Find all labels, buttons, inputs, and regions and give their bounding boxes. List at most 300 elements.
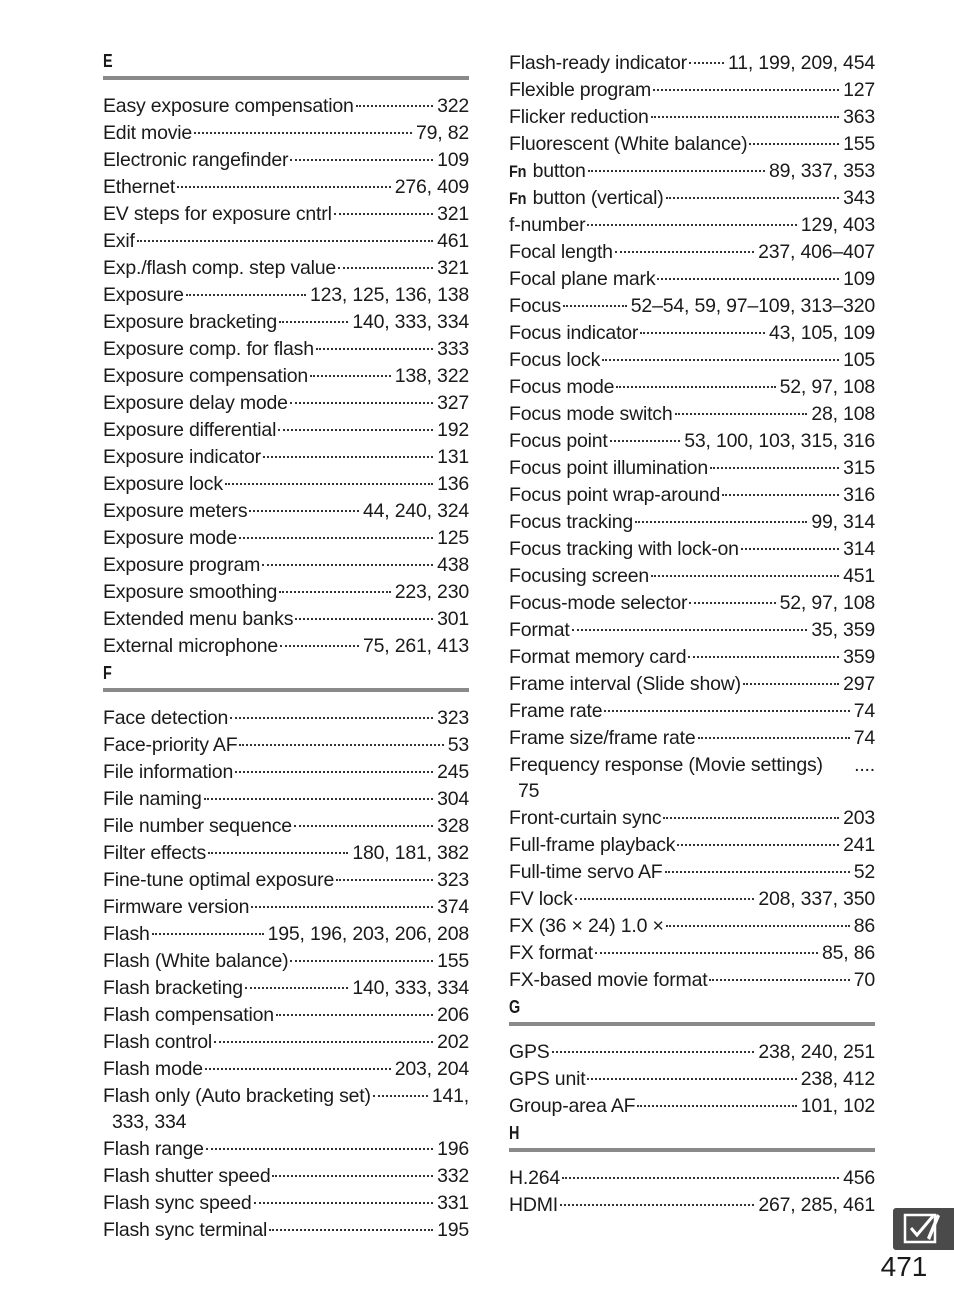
leader-dots	[587, 1078, 796, 1080]
leader-dots	[572, 629, 808, 631]
index-entry	[509, 455, 875, 482]
leader-dots	[663, 817, 839, 819]
index-entry	[509, 239, 875, 266]
entry-term: Extended menu banks	[103, 608, 294, 630]
entry-term: Flash sync terminal	[103, 1219, 268, 1241]
index-entry	[103, 228, 469, 255]
index-entry	[103, 786, 469, 813]
leader-dots	[278, 429, 433, 431]
index-entry	[103, 840, 469, 867]
leader-dots	[602, 359, 839, 361]
entry-pages: 322	[437, 95, 469, 117]
entry-pages: 109	[843, 268, 875, 290]
entry-pages: 316	[843, 484, 875, 506]
entry-term: H.264	[509, 1167, 561, 1189]
index-entry	[509, 725, 875, 752]
entry-term: FX-based movie format	[509, 969, 708, 991]
index-entry	[509, 698, 875, 725]
entry-pages: 52, 97, 108	[779, 592, 875, 614]
entry-term: Flash mode	[103, 1058, 203, 1080]
entry-pages: 53, 100, 103, 315, 316	[684, 430, 875, 452]
leader-dots	[666, 925, 850, 927]
leader-dots	[560, 1204, 754, 1206]
leader-dots	[675, 413, 808, 415]
entry-term: Face detection	[103, 707, 229, 729]
entry-term: Frame size/frame rate	[509, 727, 696, 749]
entry-term: Exposure meters	[103, 500, 248, 522]
index-entry	[509, 752, 875, 805]
index-entry	[509, 940, 875, 967]
index-entry	[103, 309, 469, 336]
entry-term: button (vertical)	[532, 187, 664, 209]
leader-dots	[610, 440, 681, 442]
entry-pages: 11, 199, 209, 454	[728, 52, 875, 74]
index-entry	[509, 1066, 875, 1093]
index-entry	[103, 174, 469, 201]
entry-term: Full-time servo AF	[509, 861, 663, 883]
index-entry	[509, 158, 875, 185]
entry-pages: 52	[853, 861, 875, 883]
section-heading-e	[103, 48, 469, 80]
entry-term: Edit movie	[103, 122, 193, 144]
entry-pages: 241	[843, 834, 875, 856]
leader-dots	[205, 1068, 391, 1070]
index-entry	[103, 336, 469, 363]
entry-term: Format	[509, 619, 570, 641]
entry-pages: 140, 333, 334	[352, 311, 469, 333]
index-entry	[103, 282, 469, 309]
leader-dots	[587, 224, 796, 226]
section-tab	[893, 1208, 954, 1250]
leader-dots	[749, 143, 839, 145]
leader-dots	[562, 1177, 839, 1179]
leader-dots	[635, 521, 807, 523]
entry-pages: 44, 240, 324	[362, 500, 469, 522]
entry-term: Flash only (Auto bracketing set)	[103, 1085, 371, 1107]
entry-pages: 332	[437, 1165, 469, 1187]
entry-term: Filter effects	[103, 842, 207, 864]
entry-term: Group-area AF	[509, 1095, 636, 1117]
index-entry	[103, 1056, 469, 1083]
index-entry	[103, 390, 469, 417]
leader-dots	[588, 170, 765, 172]
leader-dots	[666, 197, 839, 199]
entry-pages: 192	[437, 419, 469, 441]
entry-term: Flash (White balance)	[103, 950, 289, 972]
entry-pages: 237, 406–407	[758, 241, 875, 263]
entry-pages: 223, 230	[394, 581, 469, 603]
leader-dots	[722, 494, 839, 496]
index-entry	[103, 1083, 469, 1136]
leader-dots	[741, 548, 839, 550]
leader-dots	[665, 871, 850, 873]
index-entry	[509, 805, 875, 832]
index-entry	[103, 921, 469, 948]
entry-term: Focus point illumination	[509, 457, 708, 479]
index-entry	[103, 606, 469, 633]
entry-pages: 208, 337, 350	[758, 888, 875, 910]
entry-pages: 35, 359	[811, 619, 875, 641]
entry-term: Frequency response (Movie settings)	[509, 754, 823, 776]
entry-pages: 74	[853, 700, 875, 722]
entry-term: Flash sync speed	[103, 1192, 252, 1214]
leader-dots	[657, 278, 839, 280]
entry-term: Focus	[509, 295, 562, 317]
leader-dots	[225, 483, 433, 485]
leader-dots	[290, 402, 433, 404]
entry-term: Exposure indicator	[103, 446, 261, 468]
index-entry	[509, 590, 875, 617]
leader-dots	[295, 618, 433, 620]
entry-term: GPS	[509, 1041, 550, 1063]
leader-dots	[239, 537, 433, 539]
leader-dots	[677, 844, 839, 846]
index-entry	[103, 1029, 469, 1056]
leader-dots	[615, 251, 754, 253]
leader-dots	[651, 575, 839, 577]
entry-pages: 456	[843, 1167, 875, 1189]
pencil-check-icon	[893, 1208, 954, 1250]
entry-term: Exposure delay mode	[103, 392, 288, 414]
entry-pages: 131	[437, 446, 469, 468]
leader-dots	[294, 825, 433, 827]
leader-dots	[235, 771, 433, 773]
entry-term: External microphone	[103, 635, 279, 657]
entry-term: button	[532, 160, 586, 182]
entry-term: Focus tracking with lock-on	[509, 538, 739, 560]
leader-dots	[709, 979, 849, 981]
entry-pages: 99, 314	[811, 511, 875, 533]
leader-dots	[653, 89, 839, 91]
entry-pages: 74	[853, 727, 875, 749]
leader-dots	[152, 933, 264, 935]
entry-term: Focusing screen	[509, 565, 650, 587]
leader-dots	[214, 1041, 433, 1043]
index-entry	[103, 579, 469, 606]
entry-pages: 101, 102	[800, 1095, 875, 1117]
entry-term: FX format	[509, 942, 593, 964]
entry-term: Exposure lock	[103, 473, 223, 495]
entry-pages: 451	[843, 565, 875, 587]
index-entry	[103, 1136, 469, 1163]
index-entry	[509, 293, 875, 320]
index-entry	[103, 498, 469, 525]
entry-term: Focal length	[509, 241, 613, 263]
leader-dots	[206, 1148, 433, 1150]
leader-dots	[310, 375, 391, 377]
leader-dots	[269, 1229, 433, 1231]
entry-pages: 140, 333, 334	[352, 977, 469, 999]
entry-pages: 333	[437, 338, 469, 360]
leader-dots	[637, 1105, 796, 1107]
index-entry	[509, 320, 875, 347]
entry-pages: 123, 125, 136, 138	[309, 284, 469, 306]
entry-pages: 374	[437, 896, 469, 918]
entry-term: Focus mode switch	[509, 403, 673, 425]
entry-pages-continued: 75	[518, 780, 540, 802]
entry-term: Flash compensation	[103, 1004, 274, 1026]
index-entry	[509, 536, 875, 563]
index-entry	[103, 732, 469, 759]
index-entry	[103, 1002, 469, 1029]
entry-pages: 363	[843, 106, 875, 128]
index-entry	[509, 1192, 875, 1219]
index-entry	[103, 120, 469, 147]
entry-pages: 202	[437, 1031, 469, 1053]
leader-dots	[230, 717, 433, 719]
entry-pages: 321	[437, 257, 469, 279]
entry-pages: 86	[853, 915, 875, 937]
entry-pages: 155	[843, 133, 875, 155]
entry-pages: 314	[843, 538, 875, 560]
entry-pages: 43, 105, 109	[768, 322, 875, 344]
leader-dots	[316, 348, 433, 350]
entry-term: Exposure bracketing	[103, 311, 277, 333]
leader-dots	[279, 321, 348, 323]
entry-term: Focus tracking	[509, 511, 633, 533]
entry-pages: 297	[843, 673, 875, 695]
index-entry	[103, 705, 469, 732]
entry-term: HDMI	[509, 1194, 559, 1216]
entry-pages: 70	[853, 969, 875, 991]
leader-dots	[279, 591, 391, 593]
entry-term: FV lock	[509, 888, 573, 910]
leader-dots	[689, 602, 775, 604]
entry-term: Focal plane mark	[509, 268, 656, 290]
entry-term: Fine-tune optimal exposure	[103, 869, 335, 891]
index-entry	[103, 1163, 469, 1190]
index-entry	[509, 104, 875, 131]
entry-pages: 105	[843, 349, 875, 371]
entry-term: Fluorescent (White balance)	[509, 133, 748, 155]
entry-term: Focus point	[509, 430, 608, 452]
leader-dots	[194, 132, 412, 134]
entry-term: Format memory card	[509, 646, 687, 668]
entry-term: File naming	[103, 788, 202, 810]
entry-term: Flash bracketing	[103, 977, 243, 999]
index-entry	[103, 255, 469, 282]
entry-term: Firmware version	[103, 896, 250, 918]
entry-pages: 196	[437, 1138, 469, 1160]
index-entry	[103, 525, 469, 552]
index-entry	[509, 50, 875, 77]
index-entry	[103, 147, 469, 174]
entry-pages: 138, 322	[394, 365, 469, 387]
leader-dots	[336, 879, 433, 881]
entry-term: Electronic rangefinder	[103, 149, 289, 171]
leader-dots	[137, 240, 433, 242]
entry-pages: 238, 240, 251	[758, 1041, 875, 1063]
leader-dots	[249, 510, 359, 512]
leader-dots	[208, 852, 348, 854]
fn-label: Fn	[509, 162, 527, 181]
entry-term: GPS unit	[509, 1068, 586, 1090]
index-entry	[509, 671, 875, 698]
index-entry	[509, 131, 875, 158]
entry-term: Face-priority AF	[103, 734, 238, 756]
leader-dots	[373, 1095, 428, 1097]
entry-term: Exposure mode	[103, 527, 237, 549]
entry-pages: 206	[437, 1004, 469, 1026]
section-heading-f	[103, 660, 469, 692]
index-entry	[103, 813, 469, 840]
leader-dots	[263, 456, 433, 458]
entry-pages: 323	[437, 869, 469, 891]
leader-dots	[595, 952, 818, 954]
entry-term: Focus lock	[509, 349, 601, 371]
entry-term: Flash control	[103, 1031, 213, 1053]
index-entry	[509, 913, 875, 940]
entry-term: Flicker reduction	[509, 106, 649, 128]
entry-pages: 276, 409	[394, 176, 469, 198]
index-entry	[509, 212, 875, 239]
index-entry	[103, 417, 469, 444]
leader-dots	[743, 683, 839, 685]
index-entry	[103, 363, 469, 390]
entry-term: Frame rate	[509, 700, 603, 722]
entry-pages: 304	[437, 788, 469, 810]
entry-term: EV steps for exposure cntrl	[103, 203, 332, 225]
leader-dots	[251, 906, 433, 908]
index-entry	[509, 1165, 875, 1192]
entry-pages: 238, 412	[800, 1068, 875, 1090]
index-entry	[103, 93, 469, 120]
index-entry	[509, 644, 875, 671]
entry-term: File number sequence	[103, 815, 292, 837]
entry-term: Full-frame playback	[509, 834, 676, 856]
entry-pages: 323	[437, 707, 469, 729]
leader-dots	[563, 305, 627, 307]
entry-term: Flash-ready indicator	[509, 52, 687, 74]
index-entry	[103, 1217, 469, 1244]
entry-pages: 85, 86	[821, 942, 875, 964]
leader-dots	[575, 898, 755, 900]
index-entry	[509, 886, 875, 913]
entry-term: Exposure smoothing	[103, 581, 278, 603]
leader-dots	[245, 987, 348, 989]
leader-dots	[688, 656, 839, 658]
leader-dots	[710, 467, 839, 469]
entry-pages: 301	[437, 608, 469, 630]
index-entry	[509, 266, 875, 293]
entry-term: Exposure program	[103, 554, 261, 576]
entry-term: Focus indicator	[509, 322, 639, 344]
entry-pages: 315	[843, 457, 875, 479]
entry-pages: 109	[437, 149, 469, 171]
index-entry	[103, 975, 469, 1002]
index-entry	[509, 482, 875, 509]
entry-term: Exposure compensation	[103, 365, 309, 387]
entry-term: Exp./flash comp. step value	[103, 257, 337, 279]
entry-term: Exposure	[103, 284, 184, 306]
entry-pages: 127	[843, 79, 875, 101]
entry-term: Focus point wrap-around	[509, 484, 721, 506]
entry-pages: 53	[447, 734, 469, 756]
entry-pages: ....	[854, 754, 875, 776]
leader-dots	[290, 960, 433, 962]
entry-pages: 245	[437, 761, 469, 783]
entry-pages: 203, 204	[394, 1058, 469, 1080]
leader-dots	[272, 1175, 433, 1177]
entry-pages: 359	[843, 646, 875, 668]
leader-dots	[334, 213, 433, 215]
index-entry	[509, 967, 875, 994]
leader-dots	[254, 1202, 434, 1204]
section-heading-h	[509, 1120, 875, 1152]
index-entry	[509, 185, 875, 212]
entry-pages: 125	[437, 527, 469, 549]
section-letter: E	[103, 51, 113, 71]
leader-dots	[239, 744, 443, 746]
index-entry	[509, 509, 875, 536]
entry-term: Flash	[103, 923, 150, 945]
index-entry	[103, 201, 469, 228]
index-entry	[103, 444, 469, 471]
leader-dots	[280, 645, 359, 647]
index-entry	[509, 1039, 875, 1066]
entry-pages: 180, 181, 382	[352, 842, 469, 864]
index-entry	[509, 77, 875, 104]
entry-term: Flash range	[103, 1138, 204, 1160]
entry-pages: 438	[437, 554, 469, 576]
entry-term: Ethernet	[103, 176, 176, 198]
entry-pages: 267, 285, 461	[758, 1194, 875, 1216]
entry-pages: 89, 337, 353	[768, 160, 875, 182]
entry-pages: 331	[437, 1192, 469, 1214]
index-entry	[103, 633, 469, 660]
entry-pages: 327	[437, 392, 469, 414]
entry-pages-continued: 333, 334	[112, 1111, 187, 1133]
index-entry	[509, 374, 875, 401]
index-entry	[509, 859, 875, 886]
entry-term: Frame interval (Slide show)	[509, 673, 741, 695]
entry-pages: 343	[843, 187, 875, 209]
leader-dots	[604, 710, 849, 712]
entry-term: Front-curtain sync	[509, 807, 662, 829]
entry-term: FX (36 × 24) 1.0 ×	[509, 915, 664, 937]
entry-pages: 195, 196, 203, 206, 208	[267, 923, 469, 945]
index-entry	[509, 347, 875, 374]
entry-term: f-number	[509, 214, 586, 236]
leader-dots	[651, 116, 839, 118]
leader-dots	[290, 159, 433, 161]
index-column-left	[103, 48, 469, 1244]
entry-pages: 328	[437, 815, 469, 837]
index-entry	[509, 1093, 875, 1120]
entry-pages: 203	[843, 807, 875, 829]
entry-pages: 141,	[431, 1085, 469, 1107]
entry-term: Exposure differential	[103, 419, 277, 441]
fn-label: Fn	[509, 189, 527, 208]
entry-pages: 28, 108	[811, 403, 875, 425]
section-heading-g	[509, 994, 875, 1026]
entry-pages: 52, 97, 108	[779, 376, 875, 398]
entry-pages: 155	[437, 950, 469, 972]
entry-term: Flash shutter speed	[103, 1165, 271, 1187]
index-entry	[103, 552, 469, 579]
entry-pages: 129, 403	[800, 214, 875, 236]
index-column-right	[509, 50, 875, 1219]
entry-term: Flexible program	[509, 79, 652, 101]
entry-pages: 461	[437, 230, 469, 252]
index-entry	[103, 894, 469, 921]
index-entry	[103, 948, 469, 975]
leader-dots	[616, 386, 775, 388]
section-letter: F	[103, 663, 112, 683]
page-number: 471	[880, 1251, 928, 1282]
leader-dots	[276, 1014, 433, 1016]
entry-term: Focus mode	[509, 376, 615, 398]
